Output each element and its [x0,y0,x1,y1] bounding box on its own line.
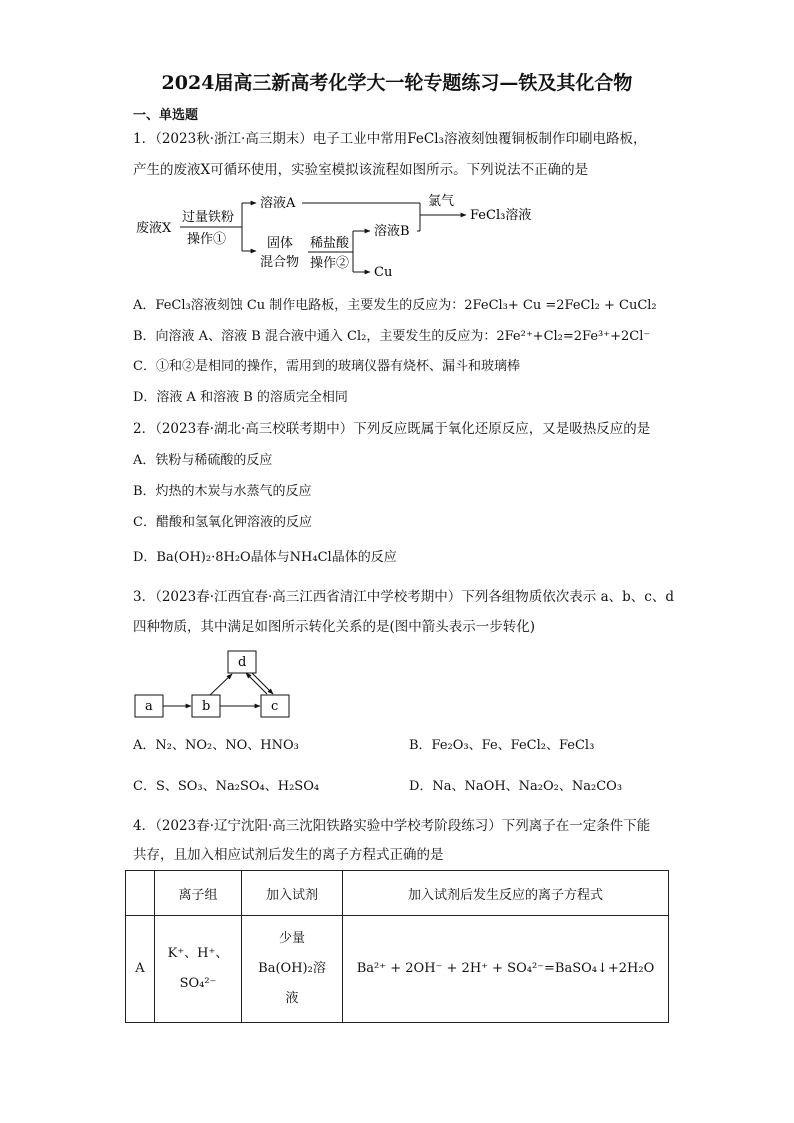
flow-solution-a: 溶液A [260,196,296,211]
flow-cu: Cu [374,265,393,280]
q2-option-a: A．铁粉与稀硫酸的反应 [133,453,273,468]
node-c: c [271,699,279,714]
row-ions [155,916,242,1023]
flow-solid-label-1: 固体 [267,236,294,251]
q1-option-b: B．向溶液 A、溶液 B 混合液中通入 Cl₂，主要发生的反应为：2Fe²⁺+Cl₂=2Fe³⁺+2Cl⁻ [133,329,651,344]
q4-ion-table [125,870,669,1023]
q3-option-d: D．Na、NaOH、Na₂O₂、Na₂CO₃ [409,779,623,794]
flow-reagent-hcl: 稀盐酸 [310,236,350,251]
q1-option-a: A．FeCl₃溶液刻蚀 Cu 制作电路板，主要发生的反应为：2FeCl₃+ Cu =2FeCl₂ + CuCl₂ [133,298,657,313]
row-reagent-line3: 液 [285,991,299,1006]
q2-option-d: D．Ba(OH)₂·8H₂O晶体与NH₄Cl晶体的反应 [133,550,397,565]
q4-stem-line1: 4．（2023春·辽宁沈阳·高三沈阳铁路实验中学校考阶段练习）下列离子在一定条件下能 [133,818,651,834]
q1-stem-line1: 1．（2023秋·浙江·高三期末）电子工业中常用FeCl₃溶液刻蚀覆铜板制作印刷电路板， [133,131,647,147]
flow-product: FeCl₃溶液 [470,208,532,223]
q1-option-d: D．溶液 A 和溶液 B 的溶质完全相同 [133,390,348,405]
q3-stem-line1: 3．（2023春·江西宜春·高三江西省清江中学校考期中）下列各组物质依次表示 a、b、c、d [133,589,674,605]
flow-reagent-iron: 过量铁粉 [182,210,235,225]
row-reagent [242,916,343,1023]
q3-option-b: B．Fe₂O₃、Fe、FeCl₂、FeCl₃ [409,738,595,753]
node-d: d [238,655,247,670]
row-ions-line1: K⁺、H⁺、 [167,946,229,961]
flow-operation-1: 操作① [187,232,227,247]
header-ion-group: 离子组 [155,871,242,916]
row-reagent-line2: Ba(OH)₂溶 [258,961,326,976]
q1-stem-line2: 产生的废液X可循环使用，实验室模拟该流程如图所示。下列说法不正确的是 [133,162,589,178]
flow-operation-2: 操作② [310,256,350,271]
flow-solid-label-2: 混合物 [260,255,300,270]
table-header-row [126,871,669,916]
q2-option-c: C．醋酸和氢氧化钾溶液的反应 [133,515,312,530]
q3-option-a: A．N₂、NO₂、NO、HNO₃ [133,738,299,753]
q1-flow-diagram [130,185,550,285]
row-equation: Ba²⁺ + 2OH⁻ + 2H⁺ + SO₄²⁻=BaSO₄↓+2H₂O [343,916,669,1023]
section-heading: 一、单选题 [133,108,199,123]
header-equation: 加入试剂后发生反应的离子方程式 [343,871,669,916]
q4-stem-line2: 共存，且加入相应试剂后发生的离子方程式正确的是 [133,847,444,863]
flow-chlorine: 氯气 [428,194,455,209]
header-reagent: 加入试剂 [242,871,343,916]
q3-stem-line2: 四种物质，其中满足如图所示转化关系的是(图中箭头表示一步转化) [133,619,536,635]
page-title: 2024届高三新高考化学大一轮专题练习—铁及其化合物 [161,72,633,94]
header-blank [126,871,155,916]
row-ions-line2: SO₄²⁻ [179,976,217,991]
q2-stem: 2．（2023春·湖北·高三校联考期中）下列反应既属于氧化还原反应，又是吸热反应的是 [133,421,651,437]
flow-solution-b: 溶液B [374,224,410,239]
q1-option-c: C．①和②是相同的操作，需用到的玻璃仪器有烧杯、漏斗和玻璃棒 [133,359,520,374]
q2-option-b: B．灼热的木炭与水蒸气的反应 [133,484,312,499]
q3-conversion-diagram [130,645,300,725]
flow-waste-x: 废液X [136,221,172,236]
q3-option-c: C．S、SO₃、Na₂SO₄、H₂SO₄ [133,779,320,794]
row-label: A [126,916,155,1023]
node-b: b [202,699,211,714]
row-reagent-line1: 少量 [278,931,305,946]
table-row [126,916,669,1023]
node-a: a [145,699,153,714]
